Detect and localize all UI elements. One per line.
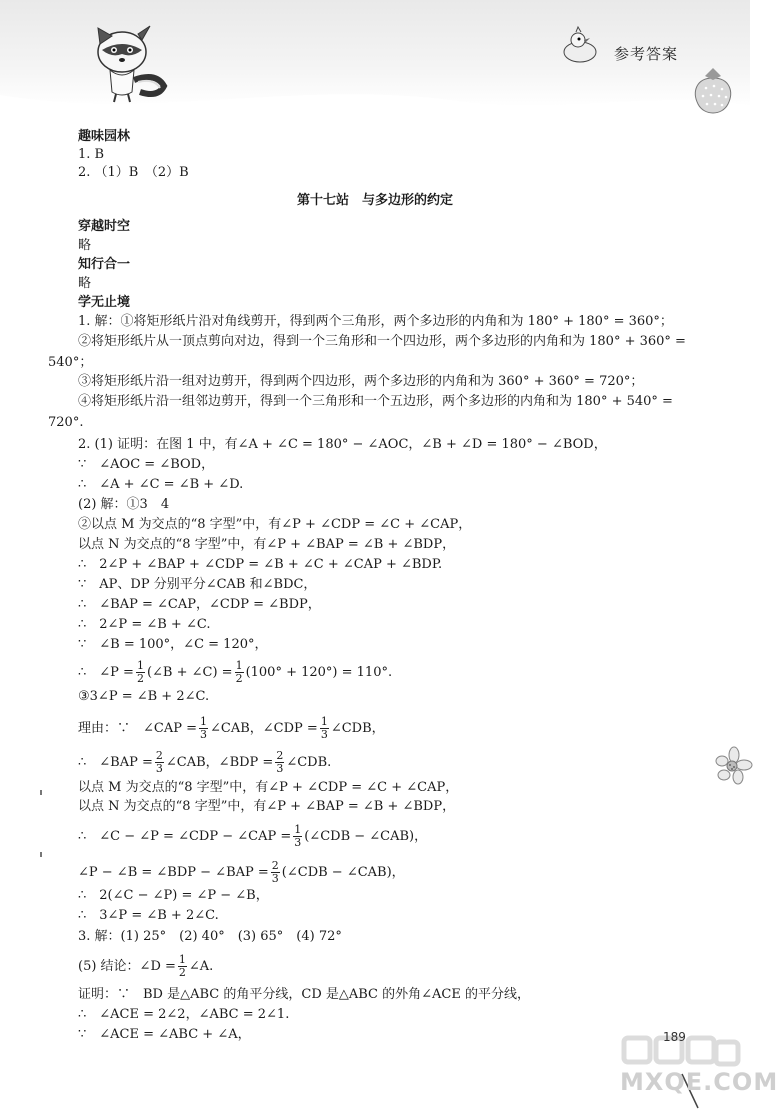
fraction-numerator: 2 — [271, 859, 279, 872]
formula-text: ∠CDB. — [286, 755, 332, 770]
heading-chuanyue-shikong: 穿越时空 — [78, 219, 131, 234]
solution-line: ∴ ∠BAP = ∠CAP，∠CDP = ∠BDP， — [78, 597, 321, 612]
solution-line: ∴ 2(∠C − ∠P) = ∠P − ∠B， — [78, 888, 269, 903]
solution-line: 证明：∵ BD 是△ABC 的角平分线，CD 是△ABC 的外角∠ACE 的平分线， — [78, 987, 530, 1002]
fraction-numerator: 1 — [294, 823, 302, 836]
fraction-half — [136, 660, 145, 685]
heading-quwei-yuanlin: 趣味园林 — [78, 129, 131, 144]
formula-text: (100° + 120°) = 110°. — [245, 665, 393, 680]
formula-text: ∴ ∠BAP = — [78, 755, 153, 770]
fraction-half — [235, 660, 244, 685]
solution-line: ∴ 3∠P = ∠B + 2∠C. — [78, 908, 219, 923]
margin-mark — [40, 790, 42, 795]
fraction-numerator: 2 — [276, 749, 284, 762]
solution-line: ∵ ∠AOC = ∠BOD， — [78, 457, 215, 472]
fraction-two-thirds — [275, 750, 284, 775]
heading-zhixing-heyi: 知行合一 — [78, 257, 131, 272]
fraction-numerator: 1 — [235, 659, 243, 672]
fraction-denominator: 3 — [155, 762, 163, 775]
solution-line: (2) 解：①3 4 — [78, 497, 170, 512]
solution-line: 以点 N 为交点的“8 字型”中，有∠P + ∠BAP = ∠B + ∠BDP， — [78, 799, 456, 814]
fraction-numerator: 1 — [178, 953, 186, 966]
fraction-third — [199, 716, 208, 741]
fraction-half — [178, 954, 187, 979]
fraction-two-thirds — [155, 750, 164, 775]
formula-text: (5) 结论：∠D = — [78, 959, 176, 974]
solution-line: ②将矩形纸片从一顶点剪向对边，得到一个三角形和一个四边形，两个多边形的内角和为 180° + 360° = — [78, 334, 686, 349]
answer-line: 略 — [78, 238, 92, 253]
solution-line: 1. 解：①将矩形纸片沿对角线剪开，得到两个三角形，两个多边形的内角和为 180° + 180° = 360°； — [78, 314, 673, 329]
fraction-numerator: 1 — [200, 715, 207, 728]
formula-text: ∠A. — [188, 959, 214, 974]
fraction-denominator: 3 — [271, 872, 279, 885]
solution-line: ∵ AP、DP 分别平分∠CAB 和∠BDC， — [78, 577, 317, 592]
solution-line: ③将矩形纸片沿一组对边剪开，得到两个四边形，两个多边形的内角和为 360° + 360° = 720°； — [78, 374, 644, 389]
solution-line: 2. (1) 证明：在图 1 中，有∠A + ∠C = 180° − ∠AOC，∠B + ∠D = 180° − ∠BOD， — [78, 437, 607, 452]
formula-text: ∠CDB， — [330, 721, 385, 736]
margin-mark — [40, 852, 42, 857]
formula-text: (∠CDB − ∠CAB)， — [281, 865, 405, 880]
formula-line — [78, 824, 427, 849]
solution-line: ∵ ∠B = 100°，∠C = 120°， — [78, 637, 268, 652]
formula-line — [78, 860, 405, 885]
flower-decoration-icon — [708, 745, 750, 787]
formula-text: (∠CDB − ∠CAB)， — [304, 829, 428, 844]
fraction-third — [320, 716, 329, 741]
solution-line: 540°； — [48, 355, 93, 370]
heading-xuewu-zhijing: 学无止境 — [78, 295, 131, 310]
watermark-text: MXQE.COM — [620, 1068, 778, 1096]
fraction-denominator: 2 — [178, 966, 186, 979]
fraction-numerator: 2 — [155, 749, 163, 762]
header-title: 参考答案 — [614, 45, 679, 63]
fraction-denominator: 3 — [320, 728, 328, 741]
formula-text: ∠P − ∠B = ∠BDP − ∠BAP = — [78, 865, 269, 880]
answer-line: 略 — [78, 276, 92, 291]
solution-line: ∴ 2∠P + ∠BAP + ∠CDP = ∠B + ∠C + ∠CAP + ∠BDP. — [78, 557, 443, 572]
section-title: 第十七站 与多边形的约定 — [296, 193, 453, 208]
fraction-denominator: 3 — [294, 836, 302, 849]
fraction-two-thirds — [271, 860, 280, 885]
solution-line: 以点 M 为交点的“8 字型”中，有∠P + ∠CDP = ∠C + ∠CAP， — [78, 780, 459, 795]
fraction-numerator: 1 — [136, 659, 144, 672]
fraction-denominator: 2 — [235, 672, 243, 685]
solution-line: 以点 N 为交点的“8 字型”中，有∠P + ∠BAP = ∠B + ∠BDP， — [78, 537, 456, 552]
solution-line: ∴ 2∠P = ∠B + ∠C. — [78, 617, 211, 632]
formula-text: ∠CAB，∠CDP = — [210, 721, 318, 736]
formula-line — [78, 660, 392, 685]
solution-line: ∴ ∠A + ∠C = ∠B + ∠D. — [78, 477, 244, 492]
fraction-third — [293, 824, 302, 849]
answer-line: 2. （1）B （2）B — [78, 165, 189, 180]
page-number: 189 — [663, 1030, 686, 1044]
solution-line: ∴ ∠ACE = 2∠2，∠ABC = 2∠1. — [78, 1007, 290, 1022]
solution-line: 720°. — [48, 415, 84, 430]
fraction-denominator: 3 — [276, 762, 284, 775]
formula-text: ∠CAB，∠BDP = — [165, 755, 274, 770]
formula-text: ∴ ∠C − ∠P = ∠CDP − ∠CAP = — [78, 829, 292, 844]
answer-line: 1. B — [78, 147, 105, 162]
fraction-numerator: 1 — [320, 715, 328, 728]
solution-line: ②以点 M 为交点的“8 字型”中，有∠P + ∠CDP = ∠C + ∠CAP， — [78, 517, 472, 532]
formula-text: (∠B + ∠C) = — [146, 665, 233, 680]
fraction-denominator: 2 — [136, 672, 144, 685]
solution-line: ∵ ∠ACE = ∠ABC + ∠A， — [78, 1027, 251, 1042]
formula-line — [78, 750, 331, 775]
formula-line — [78, 954, 213, 979]
formula-text: 理由：∵ ∠CAP = — [78, 721, 197, 736]
solution-line: ④将矩形纸片沿一组邻边剪开，得到一个三角形和一个五边形，两个多边形的内角和为 180° + 540° = — [78, 394, 673, 409]
formula-line — [78, 716, 385, 741]
formula-text: ∴ ∠P = — [78, 665, 134, 680]
fraction-denominator: 3 — [200, 728, 207, 741]
solution-line: ③3∠P = ∠B + 2∠C. — [78, 689, 210, 704]
solution-line: 3. 解：(1) 25° (2) 40° (3) 65° (4) 72° — [78, 929, 342, 944]
